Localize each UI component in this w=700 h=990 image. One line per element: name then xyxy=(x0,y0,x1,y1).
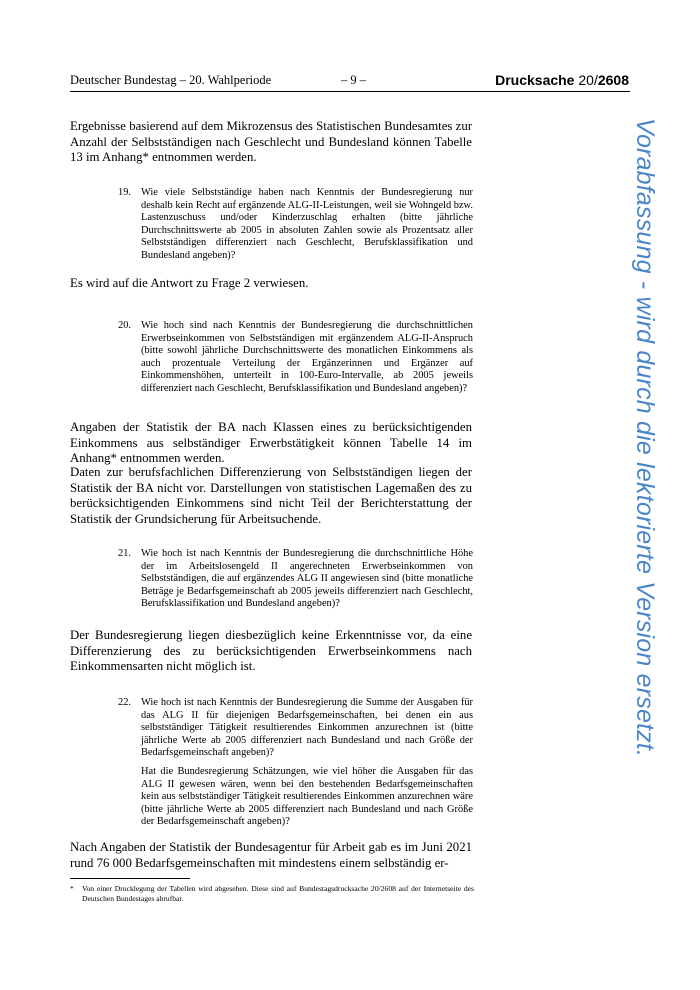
header-document-number xyxy=(495,72,629,88)
question-text-followup: Hat die Bundesregierung Schätzungen, wie viel höher die Ausgaben für das ALG II gewesen wären, wenn bei den bestehenden Bedarfsgemeinschaften kein aus selbstständiger Tätigkeit resultierendes Einkommen anzurechnen wäre (bitte jährliche Werte ab 2005 differenziert nach Bundesland und nach Größe der Bedarfsgemeinschaft angeben)? xyxy=(141,765,473,828)
footnote-mark: * xyxy=(70,884,74,893)
answer-paragraph-20b: Daten zur berufsfachlichen Differenzierung von Selbstständigen liegen der Statistik der BA nicht vor. Darstellungen von statistischen Lagemaßen des zu berücksichtigenden Einkommens sind nicht Teil der Berichterstattung der Statistik der Grundsicherung für Arbeitsuchende. xyxy=(70,465,472,526)
question-20 xyxy=(118,320,473,396)
question-text: Wie hoch ist nach Kenntnis der Bundesregierung die Summe der Ausgaben für das ALG II für diejenigen Bedarfsgemeinschaften, bei denen ein aus selbstständiger Tätigkeit resultierendes Einkommen anzurechnen ist (bitte jährliche Werte ab 2005 differenziert nach Bundesland und nach Größe der Bedarfsgemeinschaft angeben)? xyxy=(141,697,473,759)
question-number: 22. xyxy=(118,697,131,708)
question-text: Wie hoch ist nach Kenntnis der Bundesregierung die durchschnittliche Höhe der im Arbeitslosengeld II angerechneten Erwerbseinkommen von Selbstständigen, die auf ergänzendes ALG II angewiesen sind (bitte monatliche Beträge je Bedarfsgemeinschaft ab 2005 jeweils differenziert nach Geschlecht, Berufsklassifikation und Bundesland angeben)? xyxy=(141,548,473,610)
header-doc-prefix: Drucksache xyxy=(495,72,575,88)
answer-paragraph-21: Der Bundesregierung liegen diesbezüglich keine Erkenntnisse vor, da eine Differenzierung des zu berücksichtigenden Erwerbseinkommens nach Einkommensarten nicht möglich ist. xyxy=(70,628,472,673)
question-number: 20. xyxy=(118,320,131,331)
footnote-text: Von einer Drucklegung der Tabellen wird abgesehen. Diese sind auf Bundestagsdrucksache 20/2608 auf der Internetseite des Deutschen Bundestages abrufbar. xyxy=(82,884,474,903)
question-text: Wie hoch sind nach Kenntnis der Bundesregierung die durchschnittlichen Erwerbseinkommen von Selbstständigen mit ergänzendem ALG-II-Anspruch (bitte sowohl jährliche Durchschnittswerte des monatlichen Einkommens als auch prozentuale Verteilung der Ergänzerinnen und Ergänzer auf Einkommenshöhen, unterteilt in 100-Euro-Intervalle, ab 2005 jeweils differenziert nach Geschlecht, Berufsklassifikation und Bundesland angeben)? xyxy=(141,320,473,394)
question-text: Wie viele Selbstständige haben nach Kenntnis der Bundesregierung nur deshalb kein Recht auf ergänzende ALG-II-Leistungen, weil sie Wohngeld bzw. Lastenzuschuss und/oder Kinderzuschlag erhalten (bitte jährliche Durchschnittswerte ab 2005 in absoluten Zahlen sowie als Prozentsatz aller Selbstständigen differenziert nach Geschlecht, Berufsklassifikation und Bundesland angeben)? xyxy=(141,187,473,261)
header-doc-number-prefix: 20/ xyxy=(578,72,598,88)
question-22 xyxy=(118,697,473,829)
watermark-text: Vorabfassung - wird durch die lektorierte Version ersetzt. xyxy=(631,118,659,758)
question-21 xyxy=(118,548,473,611)
answer-paragraph-19: Es wird auf die Antwort zu Frage 2 verwiesen. xyxy=(70,276,309,290)
answer-paragraph-22: Nach Angaben der Statistik der Bundesagentur für Arbeit gab es im Juni 2021 rund 76 000 Bedarfsgemeinschaften mit mindestens einem selbständig er- xyxy=(70,840,472,870)
answer-paragraph-18: Ergebnisse basierend auf dem Mikrozensus des Statistischen Bundesamtes zur Anzahl der Selbstständigen nach Geschlecht und Bundesland können Tabelle 13 im Anhang* entnommen werden. xyxy=(70,119,472,164)
header-parliament: Deutscher Bundestag – 20. Wahlperiode xyxy=(70,73,272,87)
header-doc-number: 2608 xyxy=(597,72,629,88)
question-19 xyxy=(118,187,473,263)
header-page-number: – 9 – xyxy=(341,73,366,87)
answer-paragraph-20a: Angaben der Statistik der BA nach Klassen eines zu berücksichtigenden Einkommens aus selbständiger Erwerbstätigkeit können Tabelle 14 im Anhang* entnommen werden. xyxy=(70,420,472,465)
footnote-rule xyxy=(70,878,190,879)
footnote xyxy=(70,884,474,904)
question-number: 21. xyxy=(118,548,131,559)
header-rule xyxy=(70,91,630,92)
question-number: 19. xyxy=(118,187,131,198)
